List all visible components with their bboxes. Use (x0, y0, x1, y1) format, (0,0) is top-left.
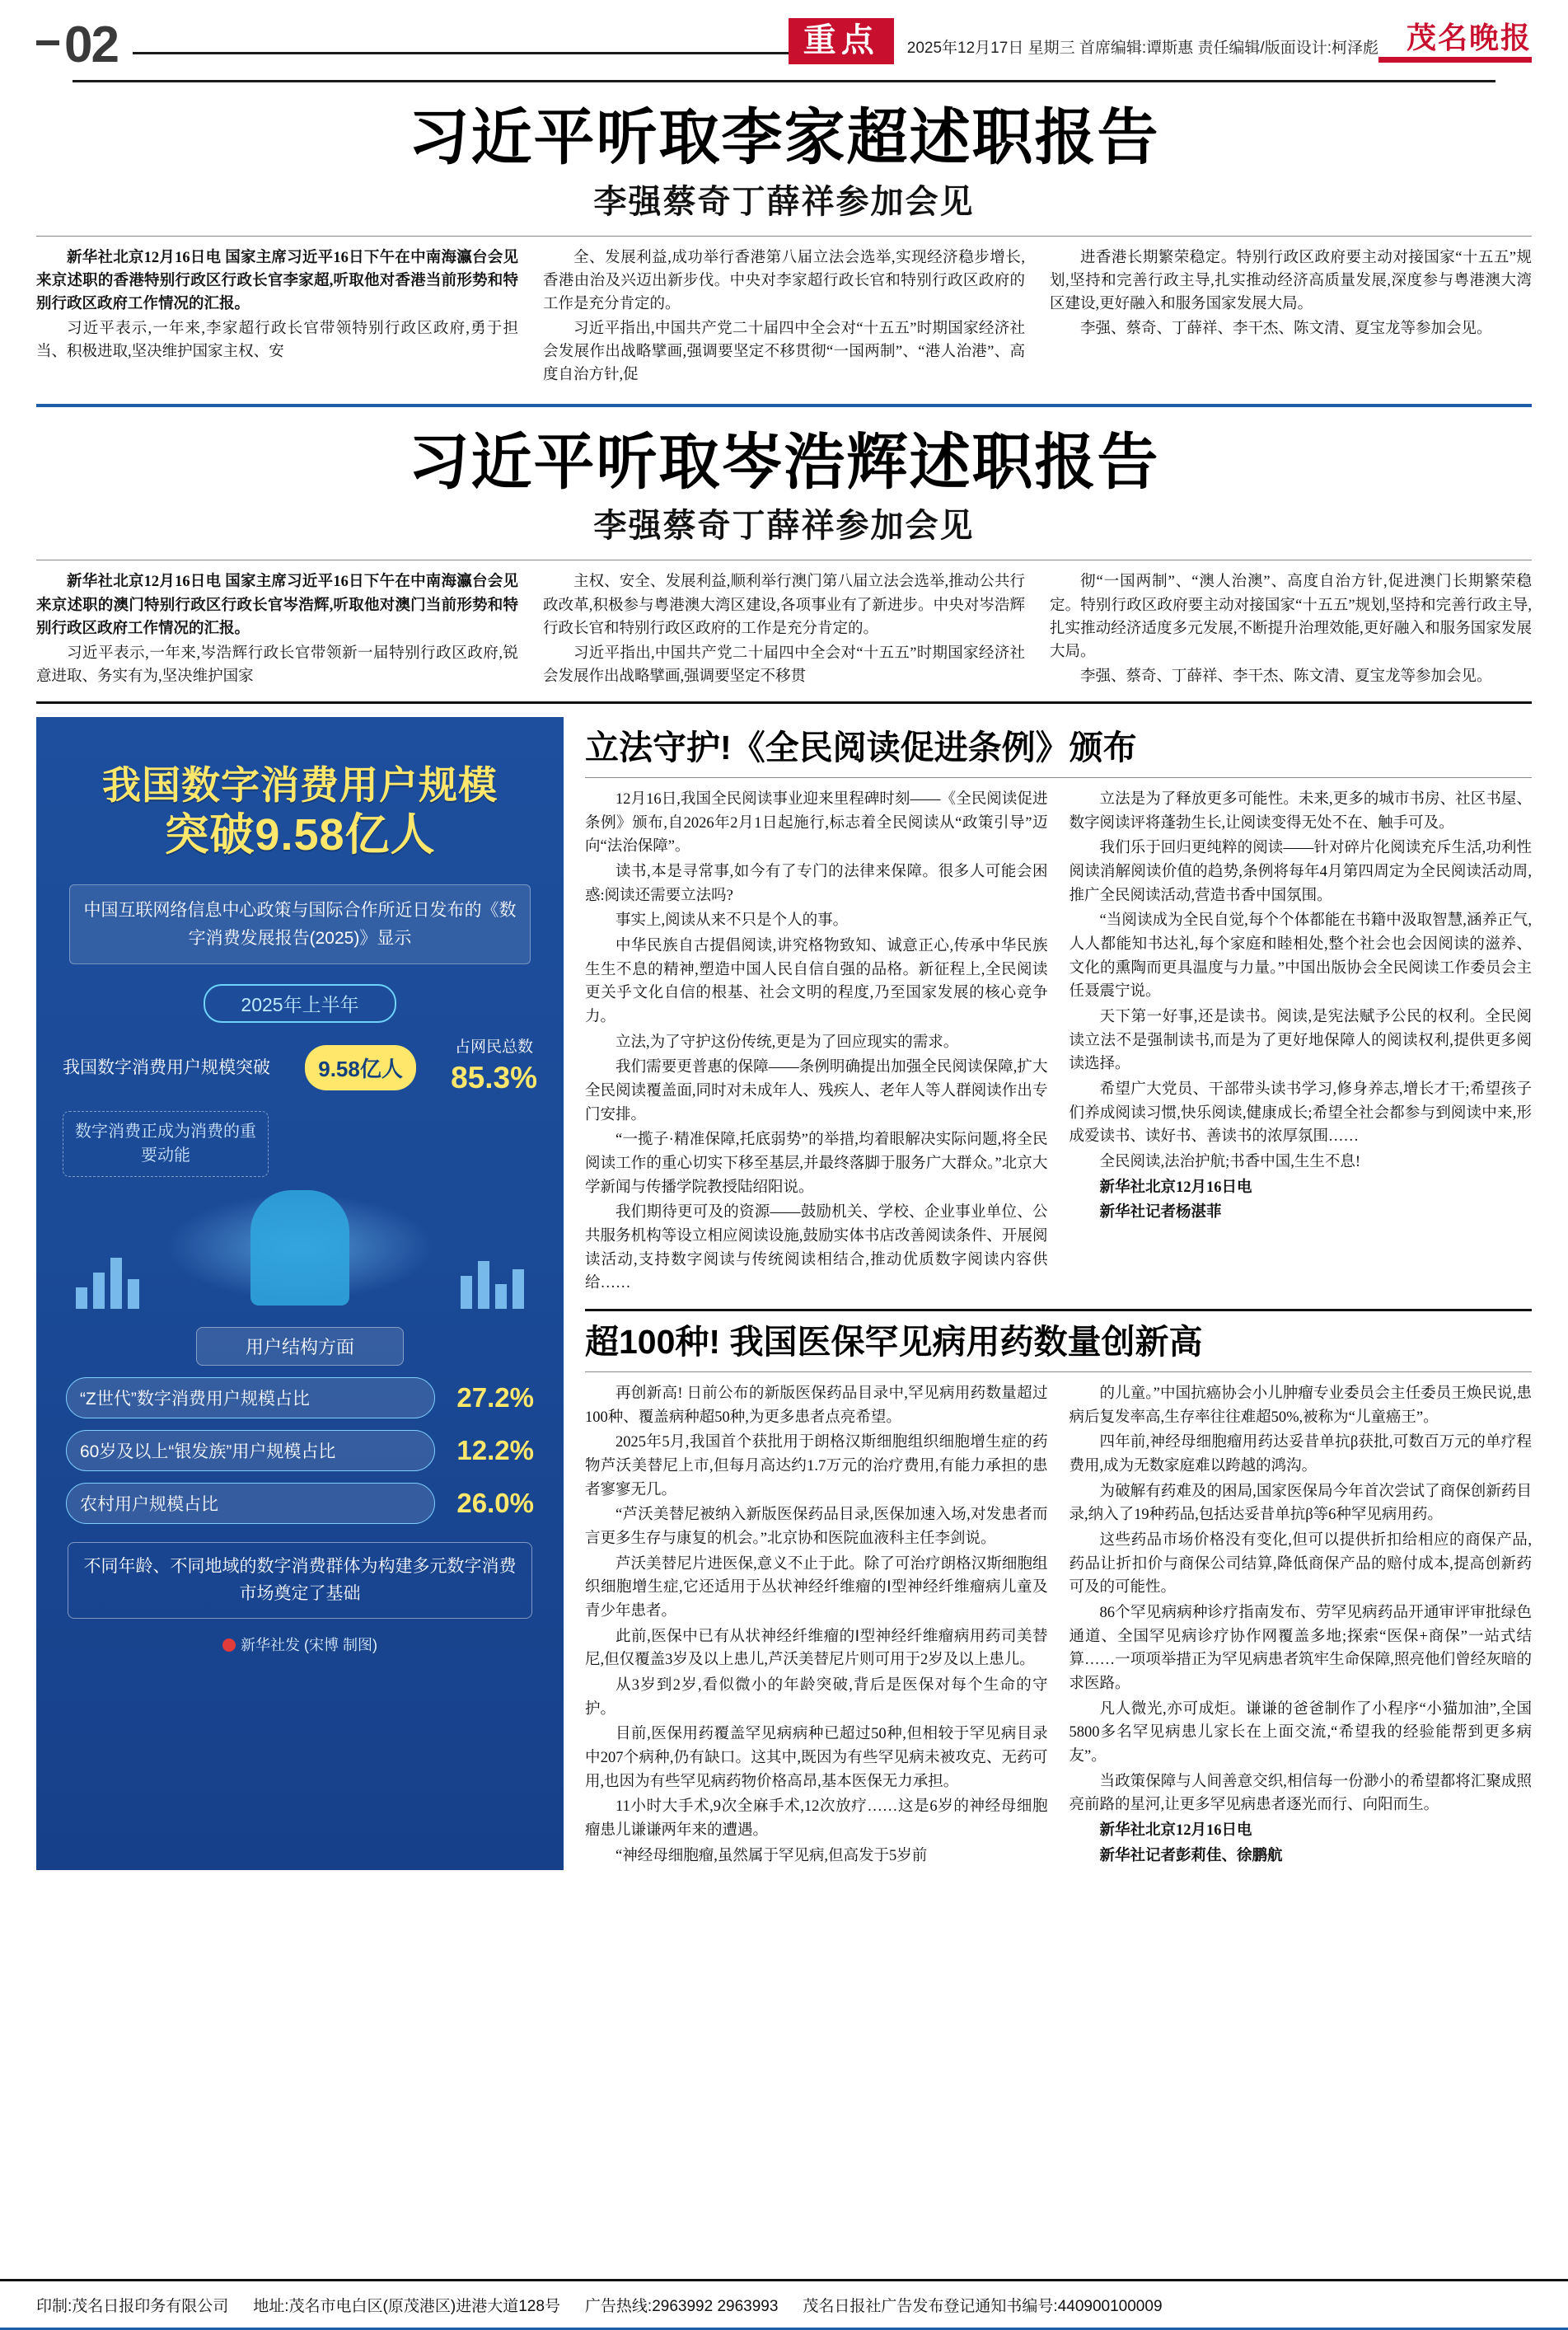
article1-col2 (543, 246, 1025, 389)
article1-subtitle: 李强蔡奇丁薛祥参加会见 (593, 183, 975, 220)
footer-hotline: 广告热线:2963992 2963993 (584, 2297, 779, 2315)
infographic-stat-value: 9.58亿人 (305, 1045, 416, 1090)
article-reading-law (585, 720, 1532, 1297)
article4-sign-1: 新华社北京12月16日电 (1099, 1822, 1252, 1840)
paragraph: “当阅读成为全民自觉,每个个体都能在书籍中汲取智慧,涵养正气,人人都能知书达礼,每个家庭和睦相处,整个社会也会因阅读的滋养、文化的熏陶而更具温度与力量。”中国出版协会全民阅读工作委员会主任聂震宁说。 (1069, 912, 1532, 1001)
article1-divider (36, 236, 1532, 237)
paragraph: 新华社北京12月16日电 国家主席习近平16日下午在中南海瀛台会见来京述职的澳门特别行政区行政长官岑浩辉,听取他对澳门当前形势和特别行政区政府工作情况的汇报。 (36, 574, 518, 637)
article-rare-disease-drugs (585, 1315, 1532, 1869)
article4-col2 (1070, 1382, 1533, 1869)
section-badge: 重点 (789, 18, 894, 64)
paragraph: 读书,本是寻常事,如今有了专门的法律来保障。很多人可能会困惑:阅读还需要立法吗? (585, 863, 1048, 904)
article3-sign-1: 新华社北京12月16日电 (1099, 1179, 1252, 1196)
paragraph: 习近平指出,中国共产党二十届四中全会对“十五五”时期国家经济社会发展作出战略擘画,强调要坚定不移贯彻“一国两制”、“港人治港”、高度自治方针,促 (543, 321, 1025, 384)
paragraph: 凡人微光,亦可成炬。谦谦的爸爸制作了小程序“小猫加油”,全国5800多名罕见病患儿家长在上面交流,“希望我的经验能帮到更多病友”。 (1069, 1700, 1532, 1765)
article1-title: 习近平听取李家超述职报告 (408, 103, 1160, 171)
infographic-credit (54, 1634, 545, 1655)
infographic-row-value: 12.2% (456, 1435, 534, 1466)
infographic-stat-share (451, 1038, 537, 1098)
article-xi-cen (36, 429, 1532, 704)
paragraph: 希望广大党员、干部带头读书学习,修身养志,增长才干;希望孩子们养成阅读习惯,快乐阅读,健康成长;希望全社会都参与到阅读中来,形成爱读书、读好书、善读书的浓厚氛围…… (1069, 1081, 1532, 1146)
article3-col2 (1070, 788, 1533, 1297)
illustration-bars-right (461, 1261, 524, 1309)
article3-col1 (585, 788, 1048, 1297)
infographic-title-line2: 突破9.58亿人 (164, 810, 436, 860)
page-number (36, 16, 118, 82)
paragraph: 立法,为了守护这份传统,更是为了回应现实的需求。 (615, 1034, 959, 1051)
paragraph: 2025年5月,我国首个获批用于朗格汉斯细胞组织细胞增生症的药物芦沃美替尼上市,但每月高达约1.7万元的治疗费用,有能力承担的患者寥寥无几。 (585, 1434, 1048, 1498)
xinhua-logo-icon (222, 1639, 236, 1652)
infographic-credit-text: 新华社发 (宋博 制图) (241, 1637, 377, 1654)
article2-col3 (1050, 570, 1532, 690)
paragraph: 习近平表示,一年来,岑浩辉行政长官带领新一届特别行政区政府,锐意进取、务实有为,坚决维护国家 (36, 645, 518, 685)
article1-bottom-rule (36, 404, 1532, 407)
paragraph: 立法是为了释放更多可能性。未来,更多的城市书房、社区书屋、数字阅读评将蓬勃生长,让阅读变得无处不在、触手可及。 (1069, 790, 1532, 832)
infographic-stat-label: 我国数字消费用户规模突破 (63, 1057, 270, 1077)
paragraph: “神经母细胞瘤,虽然属于罕见病,但高发于5岁前 (615, 1847, 928, 1864)
infographic-title-line1: 我国数字消费用户规模 (102, 762, 498, 807)
infographic-illustration (54, 1185, 545, 1317)
article4-body (585, 1382, 1532, 1869)
lower-right-column (585, 717, 1532, 1870)
paragraph: 天下第一好事,还是读书。阅读,是宪法赋予公民的权利。全民阅读立法不是强制读书,而是为了更好地保障人的阅读权利,提供更多阅读选择。 (1069, 1009, 1532, 1073)
infographic-footer-note: 不同年龄、不同地域的数字消费群体为构建多元数字消费市场奠定了基础 (68, 1542, 532, 1619)
logo-text: 茂名晚报 (1406, 21, 1532, 54)
footer-address: 地址:茂名市电白区(原茂港区)进港大道128号 (253, 2297, 560, 2315)
infographic-row (66, 1377, 534, 1418)
article-xi-lee (36, 104, 1532, 407)
paragraph: 的儿童。”中国抗癌协会小儿肿瘤专业委员会主任委员王焕民说,患病后复发率高,生存率往往难超50%,被称为“儿童癌王”。 (1069, 1385, 1532, 1426)
footer-print: 印制:茂名日报印务有限公司 (36, 2297, 229, 2315)
paragraph: 我们乐于回归更纯粹的阅读——针对碎片化阅读充斥生活,功利性阅读消解阅读价值的趋势,条例将每年4月第四周定为全民阅读活动周,推广全民阅读活动,营造书香中国氛围。 (1069, 840, 1532, 904)
paragraph: 86个罕见病病种诊疗指南发布、劳罕见病药品开通审评审批绿色通道、全国罕见病诊疗协作网覆盖多地;探索“医保+商保”一站式结算……一项项举措正为罕见病患者筑牢生命保障,照亮他们曾经灰暗的求医路。 (1069, 1605, 1532, 1693)
paragraph: 李强、蔡奇、丁薛祥、李干杰、陈文清、夏宝龙等参加会见。 (1080, 668, 1492, 685)
paragraph: 目前,医保用药覆盖罕见病病种已超过50种,但相较于罕见病目录中207个病种,仍有缺口。这其中,既因为有些罕见病未被攻克、无药可用,也因为有些罕见病药物价格高昂,基本医保无力承担。 (585, 1726, 1048, 1790)
article1-col1 (36, 246, 518, 389)
footer-license: 茂名日报社广告发布登记通知书编号:440900100009 (803, 2297, 1163, 2315)
footer-content (0, 2281, 1568, 2328)
paragraph: 彻“一国两制”、“澳人治澳”、高度自治方针,促进澳门长期繁荣稳定。特别行政区政府要主动对接国家“十五五”规划,坚持和完善行政主导,扎实推动经济适度多元发展,不断提升治理效能,更好融入和服务国家发展大局。 (1050, 574, 1532, 660)
infographic-row-caption: 60岁及以上“银发族”用户规模占比 (66, 1430, 435, 1471)
article3-sign-2: 新华社记者杨湛菲 (1099, 1204, 1222, 1221)
masthead-rule-bottom (73, 80, 1495, 82)
article3-divider (585, 777, 1532, 778)
infographic-lede: 中国互联网络信息中心政策与国际合作所近日发布的《数字消费发展报告(2025)》显示 (69, 884, 531, 964)
paragraph: 全民阅读,法治护航;书香中国,生生不息! (1099, 1154, 1361, 1171)
lower-section (36, 717, 1532, 1870)
infographic-row (66, 1430, 534, 1471)
article1-body (36, 246, 1532, 389)
infographic-row (66, 1483, 534, 1524)
paragraph: 主权、安全、发展利益,顺利举行澳门第八届立法会选举,推动公共行政改革,积极参与粤港澳大湾区建设,各项事业有了新进步。中央对岑浩辉行政长官和特别行政区政府的工作是充分肯定的。 (543, 574, 1025, 637)
paragraph: 习近平指出,中国共产党二十届四中全会对“十五五”时期国家经济社会发展作出战略擘画,强调要坚定不移贯 (543, 645, 1025, 685)
paragraph: 芦沃美替尼片进医保,意义不止于此。除了可治疗朗格汉斯细胞组织细胞增生症,它还适用于丛状神经纤维瘤的Ⅰ型神经纤维瘤病儿童及青少年患者。 (585, 1555, 1048, 1620)
article2-col2 (543, 570, 1025, 690)
masthead (36, 0, 1532, 82)
paragraph: 这些药品市场价格没有变化,但可以提供折扣给相应的商保产品,药品让折扣价与商保公司结算,降低商保产品的赔付成本,提高创新药可及的可能性。 (1069, 1532, 1532, 1596)
article4-sign-2: 新华社记者彭莉佳、徐鹏航 (1099, 1847, 1283, 1864)
article2-col1 (36, 570, 518, 690)
newspaper-logo (1378, 23, 1532, 63)
infographic-note: 数字消费正成为消费的重要动能 (63, 1111, 269, 1177)
paragraph: 此前,医保中已有从状神经纤维瘤的Ⅰ型神经纤维瘤病用药司美替尼,但仅覆盖3岁及以上患儿,芦沃美替尼片则可用于2岁及以上患儿。 (585, 1628, 1048, 1669)
page-footer (0, 2279, 1568, 2328)
paragraph: 新华社北京12月16日电 国家主席习近平16日下午在中南海瀛台会见来京述职的香港特别行政区行政长官李家超,听取他对香港当前形势和特别行政区政府工作情况的汇报。 (36, 249, 518, 313)
paragraph: 习近平表示,一年来,李家超行政长官带领特别行政区政府,勇于担当、积极进取,坚决维护国家主权、安 (36, 321, 518, 361)
article3-title: 立法守护!《全民阅读促进条例》颁布 (585, 728, 1137, 767)
illustration-figure-icon (250, 1190, 349, 1306)
article2-body (36, 570, 1532, 690)
masthead-meta: 2025年12月17日 星期三 首席编辑:谭斯惠 责任编辑/版面设计:柯泽彪 (906, 40, 1378, 57)
paragraph: 为破解有药难及的困局,国家医保局今年首次尝试了商保创新药目录,纳入了19种药品,包括达妥昔单抗β等6种罕见病用药。 (1069, 1483, 1532, 1524)
article3-body (585, 788, 1532, 1297)
paragraph: 李强、蔡奇、丁薛祥、李干杰、陈文清、夏宝龙等参加会见。 (1080, 321, 1492, 338)
article4-title: 超100种! 我国医保罕见病用药数量创新高 (585, 1323, 1203, 1362)
paragraph: 进香港长期繁荣稳定。特别行政区政府要主动对接国家“十五五”规划,坚持和完善行政主导,扎实推动经济高质量发展,深度参与粤港澳大湾区建设,更好融入和服务国家发展大局。 (1050, 249, 1532, 313)
paragraph: “一揽子·精准保障,托底弱势”的举措,均着眼解决实际问题,将全民阅读工作的重心切实下移至基层,并最终落脚于服务广大群众。”北京大学新闻与传播学院教授陆绍阳说。 (585, 1132, 1048, 1196)
paragraph: 当政策保障与人间善意交织,相信每一份渺小的希望都将汇聚成照亮前路的星河,让更多罕见病患者逐光而行、向阳而生。 (1069, 1773, 1532, 1814)
paragraph: 我们期待更可及的资源——鼓励机关、学校、企业事业单位、公共服务机构等设立相应阅读设施,鼓励实体书店改善阅读条件、开展阅读活动,支持数字阅读与传统阅读相结合,推动优质数字阅读内容供给…… (585, 1204, 1048, 1292)
infographic-row-value: 27.2% (456, 1382, 534, 1413)
paragraph: 再创新高! 日前公布的新版医保药品目录中,罕见病用药数量超过100种、覆盖病种超50种,为更多患者点亮希望。 (585, 1385, 1048, 1426)
infographic-share-label: 占网民总数 (455, 1038, 534, 1057)
infographic-row-caption: “Z世代”数字消费用户规模占比 (66, 1377, 435, 1418)
infographic-share-value: 85.3% (451, 1061, 537, 1095)
article4-col1 (585, 1382, 1048, 1869)
paragraph: 12月16日,我国全民阅读事业迎来里程碑时刻——《全民阅读促进条例》颁布,自2026年2月1日起施行,标志着全民阅读从“政策引导”迈向“法治保障”。 (585, 790, 1048, 856)
page-number-text: 02 (64, 16, 118, 73)
paragraph: 四年前,神经母细胞瘤用药达妥昔单抗β获批,可数百万元的单疗程费用,成为无数家庭难以跨越的鸿沟。 (1069, 1434, 1532, 1475)
page-number-dash (36, 40, 59, 45)
infographic-title (54, 762, 545, 863)
paragraph: 中华民族自古提倡阅读,讲究格物致知、诚意正心,传承中华民族生生不息的精神,塑造中国人民自信自强的品格。新征程上,全民阅读更关乎文化自信的根基、社会文明的程度,乃至国家发展的核心竞争力。 (585, 937, 1048, 1025)
infographic-row-caption: 农村用户规模占比 (66, 1483, 435, 1524)
article2-bottom-rule (36, 701, 1532, 704)
infographic-digital-consumption (36, 717, 564, 1870)
paragraph: 我们需要更普惠的保障——条例明确提出加强全民阅读保障,扩大全民阅读覆盖面,同时对未成年人、残疾人、老年人等人群阅读作出专门安排。 (585, 1059, 1048, 1123)
paragraph: 11小时大手术,9次全麻手术,12次放疗……这是6岁的神经母细胞瘤患儿谦谦两年来的遭遇。 (585, 1798, 1048, 1840)
infographic-main-stat (63, 1038, 537, 1098)
paragraph: 从3岁到2岁,看似微小的年龄突破,背后是医保对每个生命的守护。 (585, 1677, 1048, 1718)
article3-bottom-rule (585, 1309, 1532, 1311)
article4-divider (585, 1371, 1532, 1372)
article1-col3 (1050, 246, 1532, 389)
logo-bar (1378, 57, 1532, 63)
article2-subtitle: 李强蔡奇丁薛祥参加会见 (593, 508, 975, 545)
infographic-period: 2025年上半年 (204, 984, 396, 1023)
article2-title: 习近平听取岑浩辉述职报告 (408, 427, 1160, 496)
masthead-rule-left (133, 52, 789, 54)
infographic-row-value: 26.0% (456, 1488, 534, 1519)
paragraph: “芦沃美替尼被纳入新版医保药品目录,医保加速入场,对发患者而言更多生存与康复的机会。”北京协和医院血液科主任李剑说。 (585, 1507, 1048, 1548)
paragraph: 事实上,阅读从来不只是个人的事。 (615, 912, 849, 930)
paragraph: 全、发展利益,成功举行香港第八届立法会选举,实现经济稳步增长,香港由治及兴迈出新步伐。中央对李家超行政长官和特别行政区政府的工作是充分肯定的。 (543, 249, 1025, 313)
illustration-bars-left (76, 1258, 139, 1309)
infographic-section-head: 用户结构方面 (196, 1327, 404, 1366)
